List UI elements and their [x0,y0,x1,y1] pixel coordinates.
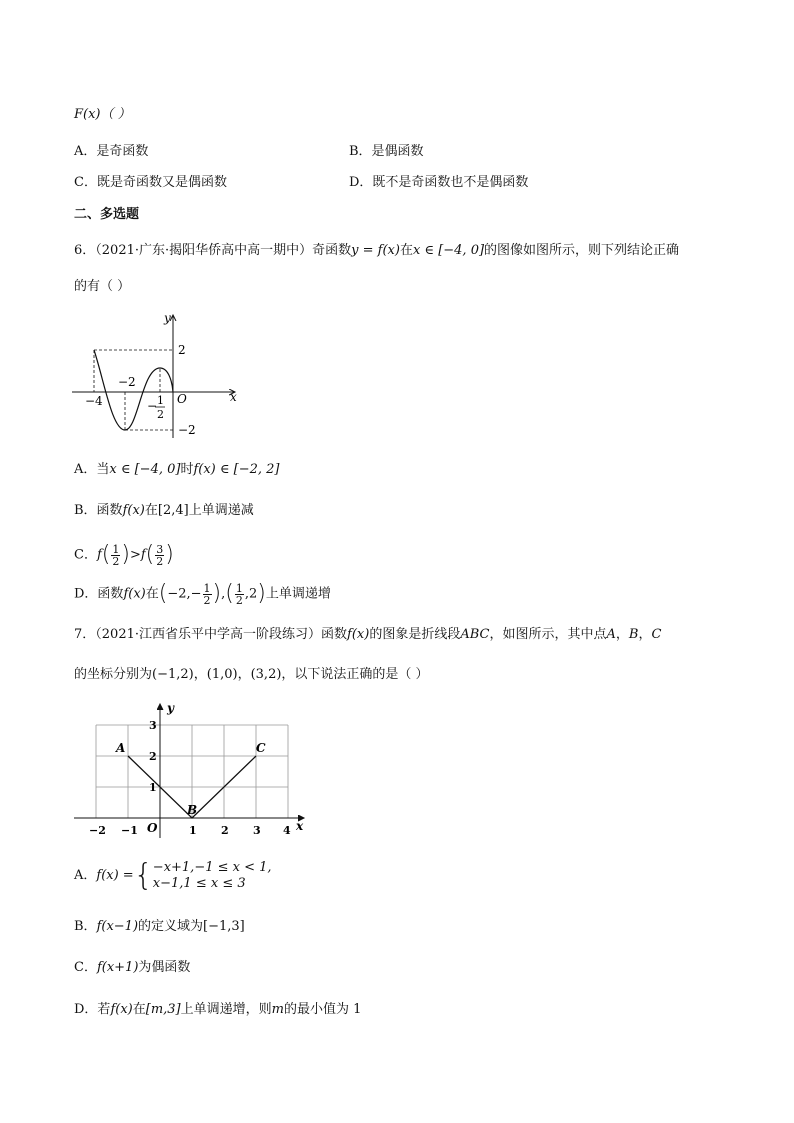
q6-option-b: B．函数f(x)在[2,4]上单调递减 [74,503,254,518]
q6-stem-c: 的图像如图所示，则下列结论正确 [484,243,680,258]
q6-graph [70,310,250,440]
q7-x-label: x [296,819,304,833]
q7-point-a: A [116,741,126,755]
q7-y-label: y [167,701,174,715]
q7-xtick: −1 [121,824,138,837]
q7-ytick: 2 [149,750,157,763]
q6-tick-half-num: 1 [157,394,164,407]
q7-ytick: 1 [149,781,157,794]
q7-ytick: 3 [149,719,157,732]
q7-option-c: C．f(x+1)为偶函数 [74,960,191,975]
q7-stem-line2: 的坐标分别为(−1,2)，(1,0)，(3,2)，以下说法正确的是（ ） [74,667,429,682]
q5-stem: F(x)（ ） [74,107,131,122]
q7-xtick: 3 [253,824,261,837]
q7-xtick: 4 [283,824,291,837]
q6-tick-neg4: −4 [85,394,103,408]
q6-domain: x ∈ [−4, 0] [412,243,485,258]
q7-xtick: 2 [221,824,229,837]
q7-stem-line1: 7．（2021·江西省乐平中学高一阶段练习）函数f(x)的图象是折线段ABC，如图所示，其中点A，B，C [74,627,662,642]
q6-tick-half-sign: − [147,399,158,413]
q5-option-c: C．既是奇函数又是偶函数 [74,175,227,190]
q6-option-c: C．f( $\frac{1}{2}$ )>f( $\frac{3}{2}$ ) [74,542,174,568]
q6-y-label: y [164,311,171,325]
q6-x-label: x [230,390,237,404]
q7-point-c: C [256,741,266,755]
q7-point-b: B [187,803,198,817]
q6-origin-label: O [177,392,187,406]
q5-option-d: D．既不是奇函数也不是偶函数 [349,175,529,190]
q6-number: 6． [74,243,96,258]
section-heading: 二、多选题 [74,207,140,222]
q7-option-b: B．f(x−1)的定义域为[−1,3] [74,919,245,934]
q7-xtick: −2 [89,824,106,837]
q6-func: y = f(x) [351,243,400,258]
q6-stem-a: 奇函数 [312,243,352,258]
q6-source: （2021·广东·揭阳华侨高中高一期中） [95,243,313,258]
q6-tick-neg2-x: −2 [118,375,136,389]
q6-tick-2: 2 [178,343,186,357]
q5-option-a: A．是奇函数 [74,144,149,159]
q7-option-a: A．f(x) ={ −x+1,−1 ≤ x < 1, x−1,1 ≤ x ≤ 3 [74,858,272,893]
q6-option-a: A．当x ∈ [−4, 0]时f(x) ∈ [−2, 2] [74,462,280,477]
q5-option-b: B．是偶函数 [349,144,424,159]
q7-origin-label: O [147,821,158,835]
q7-graph [70,700,310,840]
q6-option-d: D．函数f(x)在(−2,− $\frac{1}{2}$ ),( $\frac{1}{2}$ ,2)上单调递增 [74,581,331,607]
q6-stem-line2: 的有（ ） [74,279,131,294]
q6-stem-line1 [74,242,679,260]
q6-stem-b: 在 [399,243,413,258]
q6-tick-half-den: 2 [157,408,164,421]
q6-tick-neg2-y: −2 [178,423,196,437]
q7-xtick: 1 [189,824,197,837]
q7-option-d: D．若f(x)在[m,3]上单调递增，则m的最小值为 1 [74,1002,362,1017]
